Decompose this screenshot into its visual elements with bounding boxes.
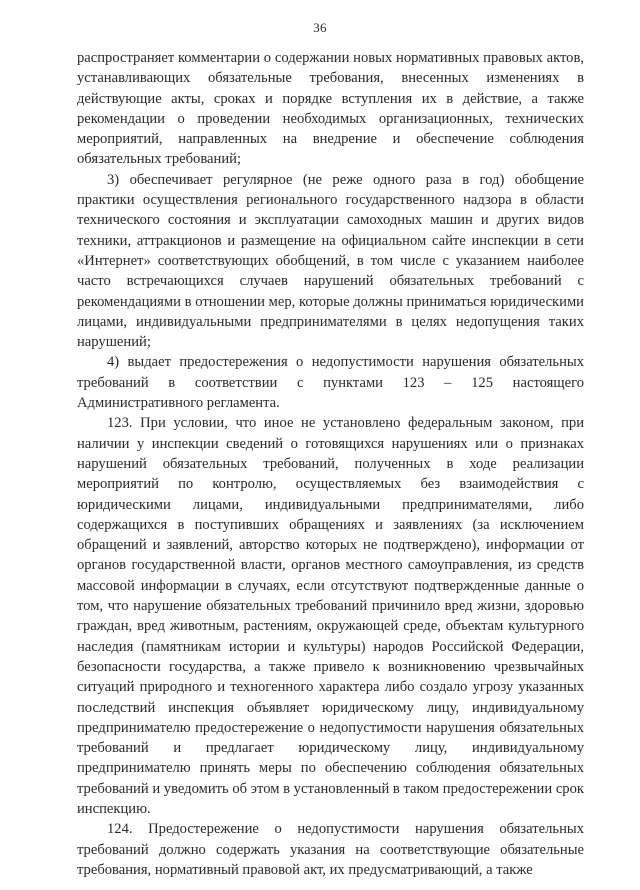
document-body xyxy=(77,48,584,880)
paragraph-item-3: 3) обеспечивает регулярное (не реже одного раза в год) обобщение практики осуществления регионального государственного надзора в области технического состояния и эксплуатации самоходных машин и других видов техники, аттракционов и размещение на официальном сайте инспекции в сети «Интернет» соответствующих обобщений, в том числе с указанием наиболее часто встречающихся случаев нарушений обязательных требований с рекомендациями в отношении мер, которые должны приниматься юридическими лицами, индивидуальными предпринимателями в целях недопущения таких нарушений; xyxy=(77,171,584,351)
paragraph-clause-124: 124. Предостережение о недопустимости нарушения обязательных требований должно содержать указания на соответствующие обязательные требования, нормативный правовой акт, их предусматривающий, а также xyxy=(77,821,584,878)
paragraph-item-4: 4) выдает предостережения о недопустимости нарушения обязательных требований в соответствии с пунктами 123 – 125 настоящего Административного регламента. xyxy=(77,354,584,412)
paragraph-continuation: распространяет комментарии о содержании новых нормативных правовых актов, устанавливающих обязательные требования, внесенных изменениях в действующие акты, сроках и порядке вступления их в действие, а также рекомендации о проведении необходимых организационных, технических мероприятий, направленных на внедрение и обеспечение соблюдения обязательных требований; xyxy=(77,50,584,168)
page-number: 36 xyxy=(313,20,327,35)
paragraph-clause-123: 123. При условии, что иное не установлено федеральным законом, при наличии у инспекции сведений о готовящихся нарушениях или о признаках нарушений обязательных требований, полученных в ходе реализации мероприятий по контролю, осуществляемых без взаимодействия с юридическими лицами, индивидуальными предпринимателями, либо содержащихся в поступивших обращениях и заявлениях (за исключением обращений и заявлений, авторство которых не подтверждено), информации от органов государственной власти, органов местного самоуправления, из средств массовой информации в случаях, если отсутствуют подтвержденные данные о том, что нарушение обязательных требований причинило вред жизни, здоровью граждан, вред животным, растениям, окружающей среде, объектам культурного наследия (памятникам истории и культуры) народов Российской Федерации, безопасности государства, а также привело к возникновению чрезвычайных ситуаций природного и техногенного характера либо создало угрозу указанных последствий инспекция объявляет юридическому лицу, индивидуальному предпринимателю предостережение о недопустимости нарушения обязательных требований и предлагает юридическому лицу, индивидуальному предпринимателю принять меры по обеспечению соблюдения обязательных требований и уведомить об этом в установленный в таком предостережении срок инспекцию. xyxy=(77,415,584,817)
